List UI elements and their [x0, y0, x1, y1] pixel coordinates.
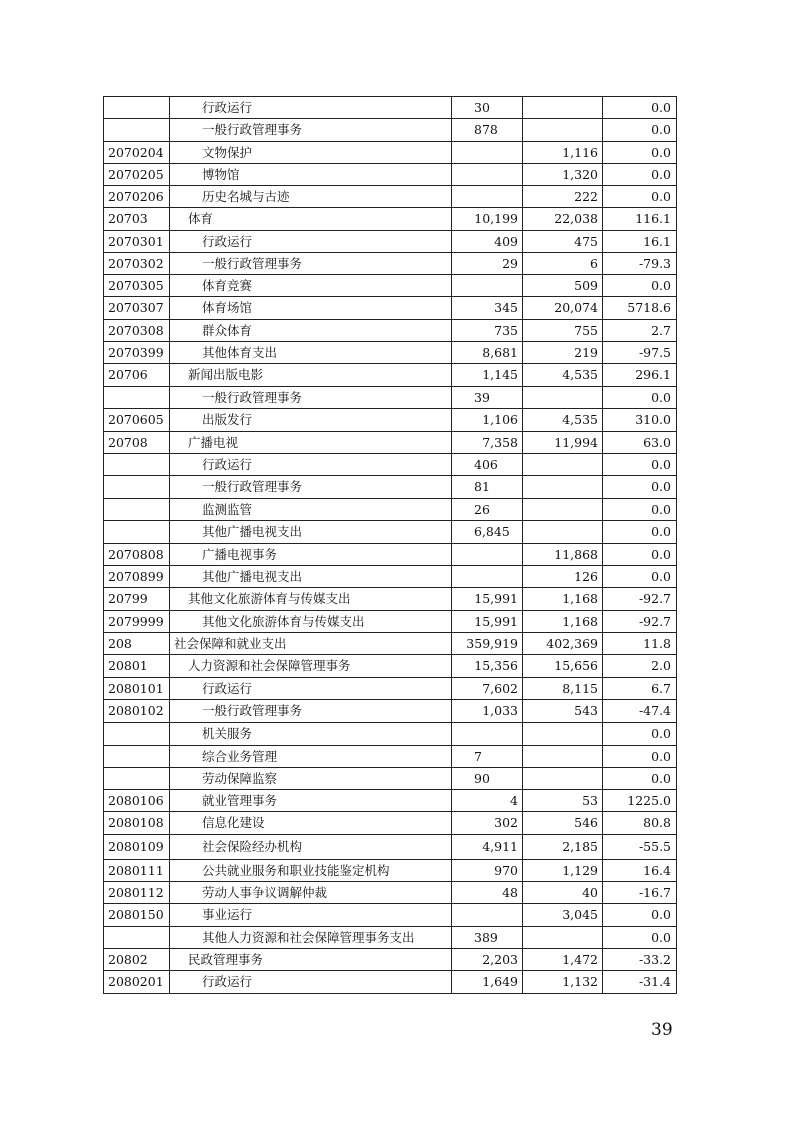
row-value-b: 6	[523, 253, 603, 275]
table-body	[104, 97, 677, 994]
row-value-c: 5718.6	[603, 297, 677, 320]
row-item-name: 事业运行	[170, 904, 452, 927]
table-row	[104, 768, 677, 790]
table-row	[104, 454, 677, 476]
row-value-b: 1,132	[523, 971, 603, 994]
row-value-c: 63.0	[603, 432, 677, 454]
row-value-a: 7	[452, 746, 523, 768]
row-value-a: 30	[452, 97, 523, 119]
row-value-b: 543	[523, 700, 603, 723]
row-value-a: 1,649	[452, 971, 523, 994]
row-item-name: 其他文化旅游体育与传媒支出	[170, 611, 452, 633]
row-value-c: 11.8	[603, 633, 677, 655]
row-value-c: 0.0	[603, 142, 677, 164]
row-value-b: 475	[523, 231, 603, 253]
row-value-c: 310.0	[603, 409, 677, 432]
row-code: 2080108	[104, 812, 170, 835]
row-item-name: 博物馆	[170, 164, 452, 186]
row-value-b: 1,129	[523, 860, 603, 882]
row-value-a: 15,991	[452, 611, 523, 633]
budget-table	[103, 96, 677, 994]
row-value-a: 4	[452, 790, 523, 812]
row-value-b	[523, 521, 603, 544]
table-row	[104, 633, 677, 655]
table-row	[104, 342, 677, 364]
row-item-name: 行政运行	[170, 678, 452, 700]
row-value-b: 40	[523, 882, 603, 904]
row-value-c: 0.0	[603, 454, 677, 476]
table-row	[104, 364, 677, 387]
row-code: 208	[104, 633, 170, 655]
row-value-b: 22,038	[523, 208, 603, 231]
table-row	[104, 655, 677, 678]
row-item-name: 其他人力资源和社会保障管理事务支出	[170, 927, 452, 949]
row-value-c: -79.3	[603, 253, 677, 275]
row-value-b	[523, 723, 603, 746]
row-code: 2070206	[104, 186, 170, 208]
table-row	[104, 790, 677, 812]
row-value-c: 0.0	[603, 476, 677, 499]
row-value-a: 7,602	[452, 678, 523, 700]
row-item-name: 一般行政管理事务	[170, 119, 452, 142]
row-code: 20703	[104, 208, 170, 231]
table-row	[104, 275, 677, 297]
row-value-b	[523, 499, 603, 521]
row-value-c: -55.5	[603, 835, 677, 860]
row-item-name: 体育场馆	[170, 297, 452, 320]
row-value-c: 0.0	[603, 904, 677, 927]
row-code: 20802	[104, 949, 170, 971]
row-code	[104, 499, 170, 521]
row-value-b	[523, 97, 603, 119]
row-code: 20799	[104, 588, 170, 611]
table-row	[104, 253, 677, 275]
row-code	[104, 927, 170, 949]
row-code: 2080112	[104, 882, 170, 904]
row-item-name: 民政管理事务	[170, 949, 452, 971]
row-value-a	[452, 186, 523, 208]
row-code: 2070399	[104, 342, 170, 364]
row-item-name: 就业管理事务	[170, 790, 452, 812]
table-row	[104, 521, 677, 544]
table-row	[104, 164, 677, 186]
table-row	[104, 409, 677, 432]
row-code: 2070305	[104, 275, 170, 297]
table-row	[104, 904, 677, 927]
table-row	[104, 432, 677, 454]
row-item-name: 社会保障和就业支出	[170, 633, 452, 655]
row-value-b: 126	[523, 566, 603, 588]
row-code: 2080102	[104, 700, 170, 723]
row-value-c: 0.0	[603, 499, 677, 521]
table-row	[104, 882, 677, 904]
row-value-b	[523, 927, 603, 949]
row-code: 2070204	[104, 142, 170, 164]
row-value-a: 302	[452, 812, 523, 835]
row-item-name: 一般行政管理事务	[170, 700, 452, 723]
row-value-b: 11,868	[523, 544, 603, 566]
table-row	[104, 387, 677, 409]
row-value-b: 2,185	[523, 835, 603, 860]
table-row	[104, 142, 677, 164]
table-row	[104, 297, 677, 320]
table-row	[104, 723, 677, 746]
row-value-c: 116.1	[603, 208, 677, 231]
row-value-b: 4,535	[523, 409, 603, 432]
row-code: 20801	[104, 655, 170, 678]
row-code: 2079999	[104, 611, 170, 633]
row-value-b: 11,994	[523, 432, 603, 454]
row-value-c: 0.0	[603, 119, 677, 142]
row-value-b: 509	[523, 275, 603, 297]
row-item-name: 新闻出版电影	[170, 364, 452, 387]
row-value-a: 389	[452, 927, 523, 949]
row-value-a: 8,681	[452, 342, 523, 364]
row-value-c: 1225.0	[603, 790, 677, 812]
row-code: 2070205	[104, 164, 170, 186]
row-item-name: 广播电视	[170, 432, 452, 454]
row-value-a: 15,356	[452, 655, 523, 678]
row-code: 2080101	[104, 678, 170, 700]
row-value-c: 16.4	[603, 860, 677, 882]
row-value-b: 219	[523, 342, 603, 364]
row-value-c: 0.0	[603, 97, 677, 119]
row-value-a: 2,203	[452, 949, 523, 971]
row-value-a: 406	[452, 454, 523, 476]
row-value-a: 735	[452, 320, 523, 342]
table-row	[104, 812, 677, 835]
row-value-a	[452, 544, 523, 566]
row-code: 2070301	[104, 231, 170, 253]
row-value-a: 1,106	[452, 409, 523, 432]
row-value-a: 48	[452, 882, 523, 904]
row-item-name: 机关服务	[170, 723, 452, 746]
row-value-b: 20,074	[523, 297, 603, 320]
table-row	[104, 119, 677, 142]
row-item-name: 出版发行	[170, 409, 452, 432]
row-value-c: 296.1	[603, 364, 677, 387]
row-value-a: 39	[452, 387, 523, 409]
row-value-a	[452, 164, 523, 186]
row-item-name: 社会保险经办机构	[170, 835, 452, 860]
row-code: 2080109	[104, 835, 170, 860]
table-row	[104, 97, 677, 119]
row-code: 2070605	[104, 409, 170, 432]
row-value-a: 970	[452, 860, 523, 882]
row-value-b: 402,369	[523, 633, 603, 655]
row-value-c: 0.0	[603, 746, 677, 768]
row-value-c: -92.7	[603, 588, 677, 611]
row-item-name: 行政运行	[170, 97, 452, 119]
row-value-b: 546	[523, 812, 603, 835]
row-code: 2070302	[104, 253, 170, 275]
row-value-b: 1,116	[523, 142, 603, 164]
row-value-b: 4,535	[523, 364, 603, 387]
row-value-a	[452, 142, 523, 164]
row-code	[104, 454, 170, 476]
row-value-a: 10,199	[452, 208, 523, 231]
row-value-c: 0.0	[603, 768, 677, 790]
row-item-name: 劳动人事争议调解仲裁	[170, 882, 452, 904]
row-value-c: 80.8	[603, 812, 677, 835]
row-value-a: 4,911	[452, 835, 523, 860]
row-code: 2080106	[104, 790, 170, 812]
row-value-c: 0.0	[603, 521, 677, 544]
row-item-name: 综合业务管理	[170, 746, 452, 768]
row-value-b	[523, 768, 603, 790]
row-item-name: 一般行政管理事务	[170, 476, 452, 499]
row-value-b: 1,472	[523, 949, 603, 971]
row-item-name: 其他文化旅游体育与传媒支出	[170, 588, 452, 611]
row-value-c: -47.4	[603, 700, 677, 723]
row-value-b	[523, 119, 603, 142]
row-value-a: 29	[452, 253, 523, 275]
row-value-c: -16.7	[603, 882, 677, 904]
row-value-a	[452, 566, 523, 588]
row-item-name: 群众体育	[170, 320, 452, 342]
row-value-b	[523, 387, 603, 409]
row-value-c: 0.0	[603, 164, 677, 186]
row-code: 2070808	[104, 544, 170, 566]
row-value-c: 2.0	[603, 655, 677, 678]
row-value-c: 2.7	[603, 320, 677, 342]
row-value-c: 0.0	[603, 186, 677, 208]
table-row	[104, 835, 677, 860]
row-value-a: 6,845	[452, 521, 523, 544]
row-value-c: 6.7	[603, 678, 677, 700]
table-row	[104, 700, 677, 723]
row-item-name: 文物保护	[170, 142, 452, 164]
row-item-name: 其他广播电视支出	[170, 566, 452, 588]
table-row	[104, 971, 677, 994]
table-row	[104, 927, 677, 949]
row-item-name: 历史名城与古迹	[170, 186, 452, 208]
table-row	[104, 186, 677, 208]
row-value-b: 53	[523, 790, 603, 812]
row-code: 2080201	[104, 971, 170, 994]
row-value-a: 1,145	[452, 364, 523, 387]
row-value-b: 1,168	[523, 611, 603, 633]
row-code	[104, 476, 170, 499]
row-value-b: 3,045	[523, 904, 603, 927]
row-item-name: 人力资源和社会保障管理事务	[170, 655, 452, 678]
row-value-c: 0.0	[603, 566, 677, 588]
table-row	[104, 499, 677, 521]
row-value-b: 222	[523, 186, 603, 208]
row-value-c: 0.0	[603, 275, 677, 297]
row-item-name: 行政运行	[170, 971, 452, 994]
row-item-name: 信息化建设	[170, 812, 452, 835]
row-item-name: 公共就业服务和职业技能鉴定机构	[170, 860, 452, 882]
row-value-a: 81	[452, 476, 523, 499]
row-value-c: -33.2	[603, 949, 677, 971]
row-code: 2080111	[104, 860, 170, 882]
row-item-name: 其他体育支出	[170, 342, 452, 364]
row-value-b: 8,115	[523, 678, 603, 700]
row-value-b: 755	[523, 320, 603, 342]
row-value-a	[452, 904, 523, 927]
row-code	[104, 521, 170, 544]
row-code	[104, 97, 170, 119]
table-row	[104, 746, 677, 768]
row-value-b	[523, 746, 603, 768]
row-item-name: 广播电视事务	[170, 544, 452, 566]
table-row	[104, 231, 677, 253]
row-item-name: 一般行政管理事务	[170, 253, 452, 275]
row-value-a	[452, 723, 523, 746]
row-code: 2070899	[104, 566, 170, 588]
row-value-c: -92.7	[603, 611, 677, 633]
row-code	[104, 768, 170, 790]
row-code	[104, 723, 170, 746]
row-value-a: 90	[452, 768, 523, 790]
row-code: 2070308	[104, 320, 170, 342]
row-value-a: 345	[452, 297, 523, 320]
row-value-c: 16.1	[603, 231, 677, 253]
row-item-name: 体育竞赛	[170, 275, 452, 297]
page-number: 39	[651, 1020, 673, 1040]
row-value-b: 1,320	[523, 164, 603, 186]
row-value-a	[452, 275, 523, 297]
table-row	[104, 588, 677, 611]
table-row	[104, 208, 677, 231]
row-value-a: 26	[452, 499, 523, 521]
row-code: 20706	[104, 364, 170, 387]
row-value-a: 15,991	[452, 588, 523, 611]
row-code	[104, 387, 170, 409]
row-value-c: -31.4	[603, 971, 677, 994]
row-value-c: 0.0	[603, 723, 677, 746]
row-code: 20708	[104, 432, 170, 454]
row-code	[104, 746, 170, 768]
row-value-c: 0.0	[603, 544, 677, 566]
table-row	[104, 544, 677, 566]
row-value-b: 15,656	[523, 655, 603, 678]
row-value-a: 878	[452, 119, 523, 142]
row-value-a: 359,919	[452, 633, 523, 655]
row-item-name: 一般行政管理事务	[170, 387, 452, 409]
row-value-b	[523, 454, 603, 476]
row-item-name: 体育	[170, 208, 452, 231]
row-value-a: 7,358	[452, 432, 523, 454]
table-row	[104, 320, 677, 342]
row-value-c: 0.0	[603, 387, 677, 409]
table-row	[104, 860, 677, 882]
table-row	[104, 566, 677, 588]
table-row	[104, 949, 677, 971]
row-value-b	[523, 476, 603, 499]
row-value-c: -97.5	[603, 342, 677, 364]
row-value-c: 0.0	[603, 927, 677, 949]
row-code: 2080150	[104, 904, 170, 927]
table-row	[104, 678, 677, 700]
row-code	[104, 119, 170, 142]
row-item-name: 行政运行	[170, 231, 452, 253]
row-item-name: 劳动保障监察	[170, 768, 452, 790]
table-row	[104, 611, 677, 633]
row-item-name: 其他广播电视支出	[170, 521, 452, 544]
row-value-a: 409	[452, 231, 523, 253]
table-row	[104, 476, 677, 499]
row-item-name: 监测监管	[170, 499, 452, 521]
row-code: 2070307	[104, 297, 170, 320]
row-value-a: 1,033	[452, 700, 523, 723]
row-value-b: 1,168	[523, 588, 603, 611]
row-item-name: 行政运行	[170, 454, 452, 476]
